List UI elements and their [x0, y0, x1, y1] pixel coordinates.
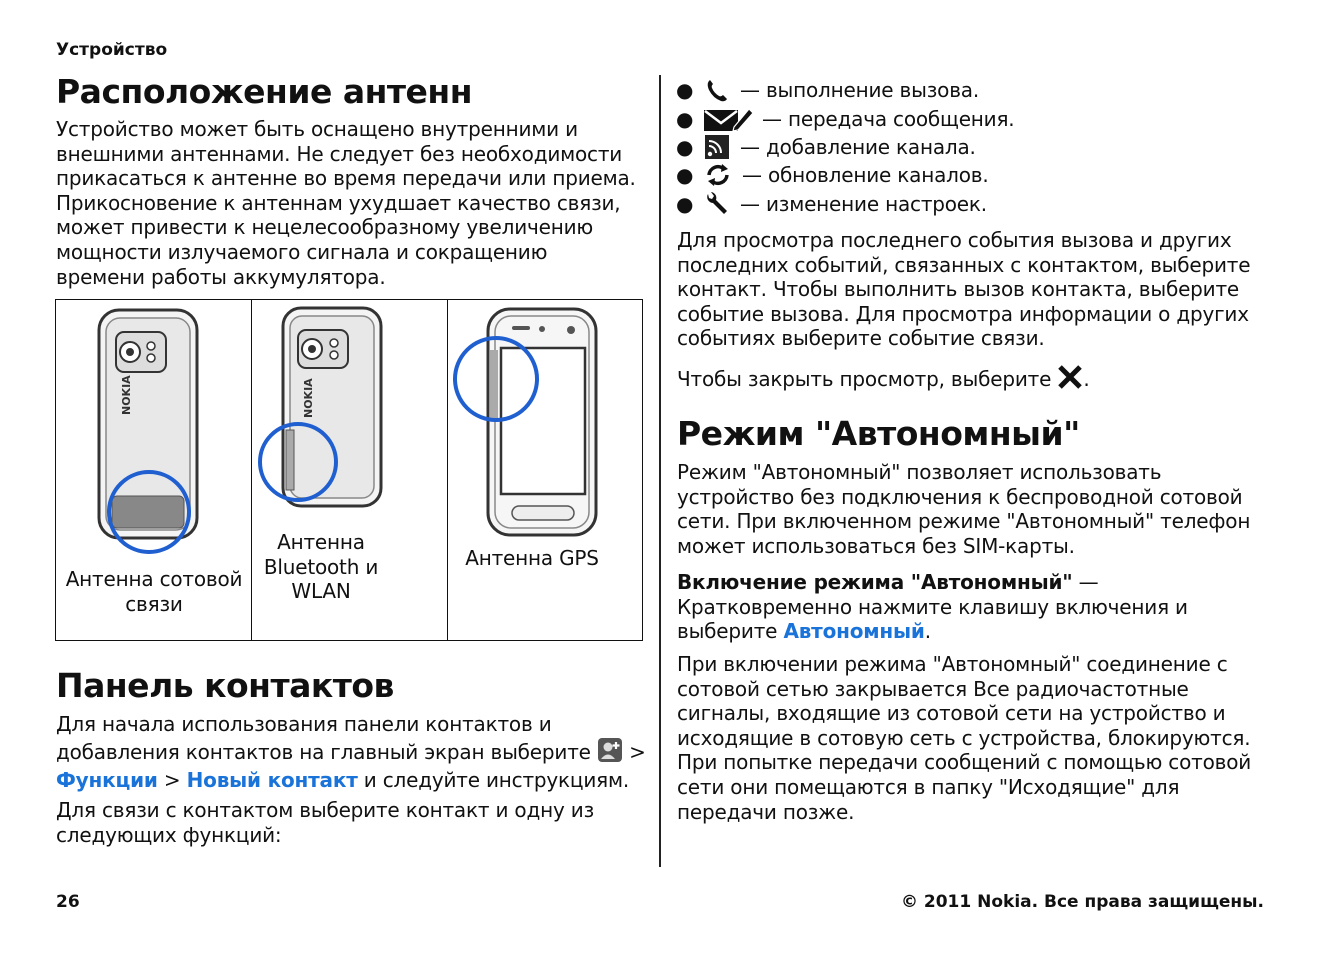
caption-gps: Антенна GPS: [465, 546, 599, 570]
antenna-body: Устройство может быть оснащено внутренними и внешними антеннами. Не следует без необходимости прикасаться к антенне во время передачи или приема. Прикосновение к антеннам ухудшает качество связи, может привести к нецелесообразному увеличению мощности излучаемого сигнала и сокращению времени работы аккумулятора.: [56, 117, 636, 289]
events-paragraph: Для просмотра последнего события вызова и других последних событий, связанных с контактом, выберите контакт. Чтобы выполнить вызов контакта, выберите событие вызова. Для просмотра информации о других событиях выберите событие связи.: [677, 228, 1251, 351]
figure-gps-antenna: [448, 300, 644, 640]
column-divider: [659, 75, 661, 867]
list-item: ● — выполнение вызова.: [676, 78, 979, 103]
figure-cellular-antenna: [56, 300, 252, 640]
list-item: ● — обновление каналов.: [676, 163, 989, 188]
offline-paragraph-3: При включении режима "Автономный" соединение с сотовой сетью закрывается Все радиочастотные сигналы, входящие из сотовой сети на устройство и исходящие в сотовую сеть с устройства, блокируются. При попытке передачи сообщений с помощью сотовой сети они помещаются в папку "Исходящие" для передачи позже.: [677, 652, 1252, 824]
figure-bluetooth-antenna: [252, 300, 448, 640]
caption-bluetooth: Антенна Bluetooth и WLAN: [263, 530, 379, 604]
list-item: ● — передача сообщения.: [676, 106, 1015, 131]
phone-back-illustration: [56, 300, 252, 560]
close-view-paragraph: Чтобы закрыть просмотр, выберите .: [677, 364, 1267, 396]
nokia-logo: NOKIA: [302, 378, 315, 418]
feed-icon[interactable]: [702, 134, 732, 160]
copyright: © 2011 Nokia. Все права защищены.: [900, 892, 1264, 912]
section-header: Устройство: [56, 40, 168, 60]
message-icon[interactable]: [702, 105, 754, 133]
list-item: ● — добавление канала.: [676, 134, 976, 159]
caption-cellular: Антенна сотовой связи: [65, 567, 243, 616]
functions-link[interactable]: Функции: [56, 768, 158, 793]
list-item: ● — изменение настроек.: [676, 191, 987, 216]
refresh-icon[interactable]: [702, 162, 734, 188]
page-number: 26: [56, 892, 80, 912]
contacts-title: Панель контактов: [56, 666, 394, 705]
phone-back-illustration: [252, 300, 448, 520]
wrench-icon[interactable]: [702, 191, 732, 217]
function-list: [676, 76, 1014, 218]
contacts-paragraph-1: Для начала использования панели контактов и добавления контактов на главный экран выберите > Функции > Новый контакт и следуйте инструкциям.: [56, 712, 646, 793]
offline-title: Режим "Автономный": [677, 414, 1080, 453]
phone-icon[interactable]: [702, 77, 732, 103]
close-icon[interactable]: [1057, 364, 1083, 396]
offline-link[interactable]: Автономный: [783, 619, 925, 644]
offline-enable-paragraph: Включение режима "Автономный" — Кратковременно нажмите клавишу включения и выберите Автономный.: [677, 570, 1188, 644]
contacts-bar-icon[interactable]: [597, 737, 623, 769]
antenna-figure-table: [55, 299, 643, 641]
contacts-paragraph-2: Для связи с контактом выберите контакт и одну из следующих функций:: [56, 798, 594, 847]
phone-front-illustration: [448, 300, 644, 540]
antenna-title: Расположение антенн: [56, 72, 473, 111]
offline-paragraph-1: Режим "Автономный" позволяет использовать устройство без подключения к беспроводной сотовой сети. При включенном режиме "Автономный" телефон может использоваться без SIM-карты.: [677, 460, 1251, 558]
nokia-logo: NOKIA: [120, 375, 133, 415]
new-contact-link[interactable]: Новый контакт: [186, 768, 358, 793]
